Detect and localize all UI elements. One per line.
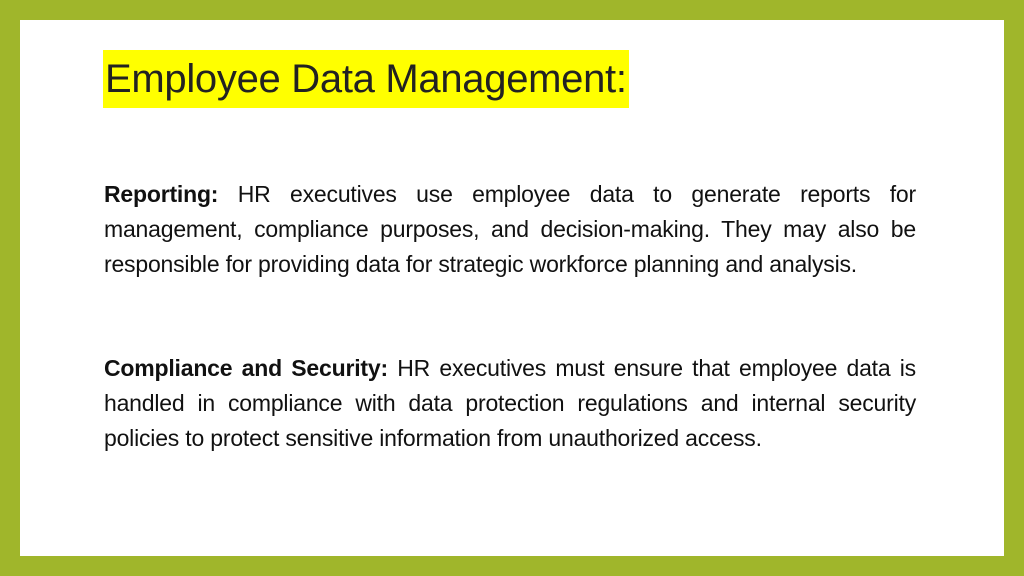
reporting-heading: Reporting: <box>104 181 219 207</box>
compliance-text: HR executives must ensure that employee data is handled in compliance with data protection regulations and internal security policies to protect sensitive information from unauthorized access. <box>104 355 916 451</box>
reporting-text: HR executives use employee data to generate reports for management, compliance purposes, and decision-making. They may also be responsible for providing data for strategic workforce planning and analysis. <box>104 181 916 277</box>
slide <box>20 20 1004 556</box>
compliance-heading: Compliance and Security: <box>104 355 388 381</box>
reporting-paragraph <box>104 177 916 282</box>
compliance-paragraph <box>104 351 916 456</box>
slide-title: Employee Data Management: <box>103 50 629 108</box>
